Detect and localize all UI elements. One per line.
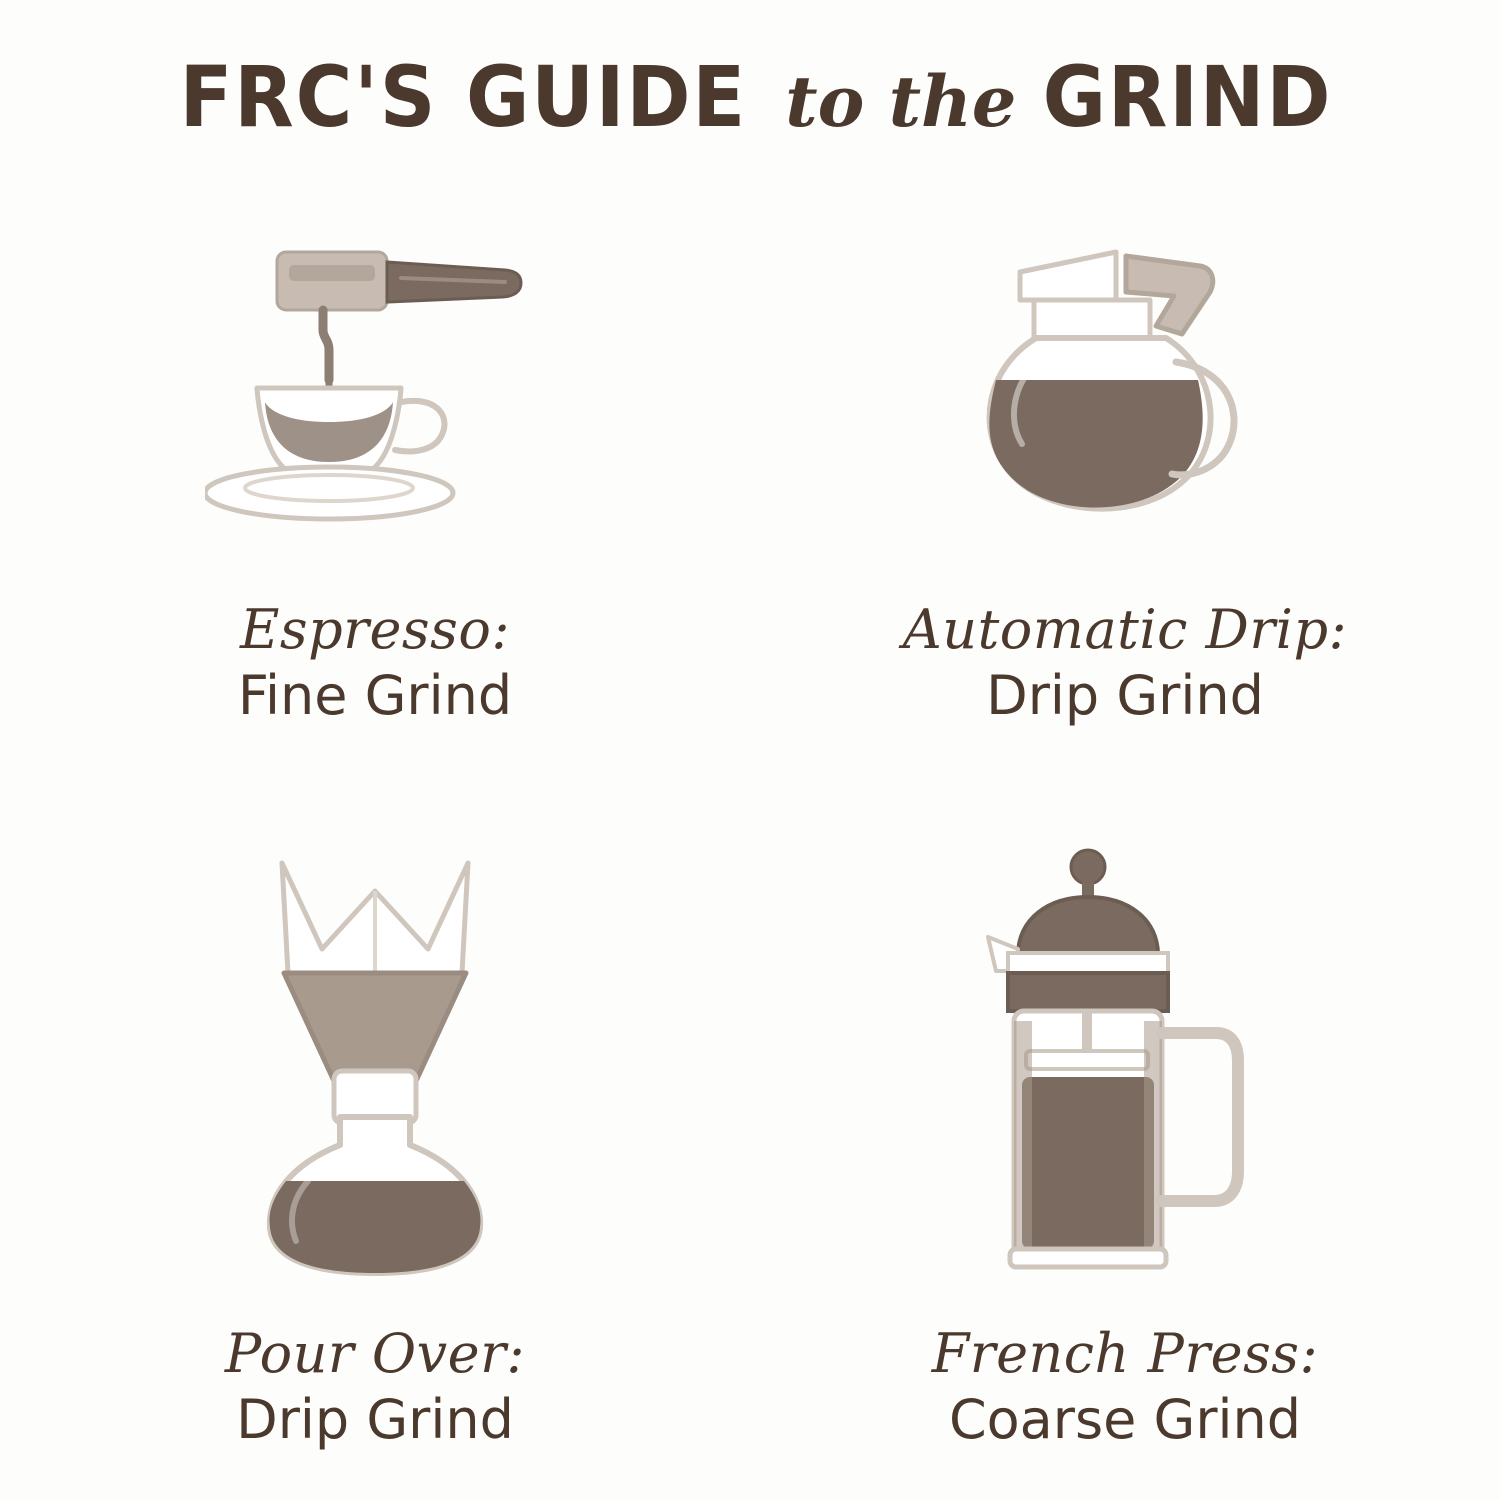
espresso-machine-cup-icon <box>205 200 545 590</box>
pour-over-chemex-icon <box>230 830 520 1300</box>
coffee-carafe-icon <box>960 200 1290 590</box>
title-part-2: to the <box>785 60 1017 143</box>
methods-grid <box>0 200 1500 1460</box>
caption-pour-over <box>225 1324 525 1452</box>
method-label: French Press: <box>931 1322 1319 1385</box>
grind-label: Drip Grind <box>236 1388 514 1452</box>
title-part-3: GRIND <box>1043 48 1333 146</box>
grind-label: Fine Grind <box>237 664 513 728</box>
grind-label: Coarse Grind <box>948 1388 1302 1452</box>
caption-french-press <box>932 1324 1318 1452</box>
page-title <box>0 48 1500 146</box>
caption-espresso <box>238 600 512 728</box>
method-card-automatic-drip <box>750 200 1500 830</box>
caption-automatic-drip <box>903 600 1347 728</box>
french-press-icon <box>980 830 1270 1300</box>
method-card-french-press <box>750 830 1500 1460</box>
method-card-pour-over <box>0 830 750 1460</box>
grind-label: Drip Grind <box>986 664 1264 728</box>
method-label: Pour Over: <box>224 1322 526 1385</box>
method-label: Automatic Drip: <box>902 598 1348 661</box>
title-part-1: FRC'S GUIDE <box>179 48 747 146</box>
method-label: Espresso: <box>239 598 511 661</box>
method-card-espresso <box>0 200 750 830</box>
